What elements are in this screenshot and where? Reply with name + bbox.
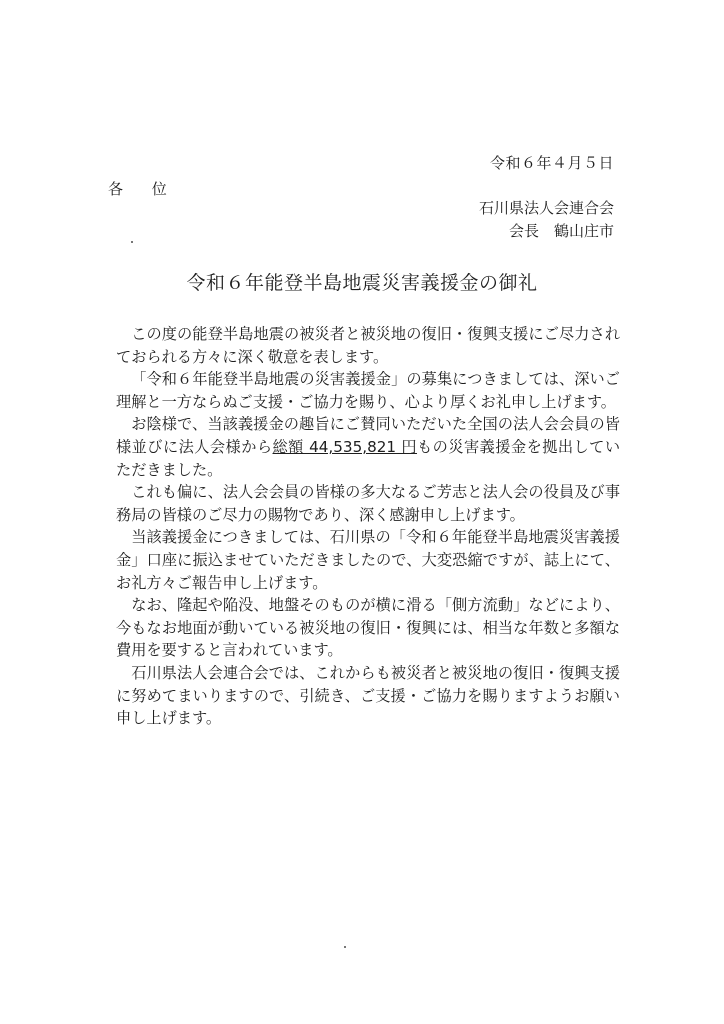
donation-total: 総額 44,535,821 円: [272, 437, 418, 456]
paragraph: なお、隆起や陥没、地盤そのものが横に滑る「側方流動」などにより、今もなお地面が動いている被災地の復旧・復興には、相当な年数と多額な費用を要すると言われています。: [116, 596, 620, 660]
paragraph: この度の能登半島地震の被災者と被災地の復旧・復興支援にご尽力されておられる方々に深く敬意を表します。: [116, 325, 621, 366]
scan-speck: [131, 241, 133, 243]
paragraph: 石川県法人会連合会では、これからも被災者と被災地の復旧・復興支援に努めてまいりますので、引続き、ご支援・ご協力を賜りますようお願い申し上げます。: [116, 663, 620, 728]
paragraph: 「令和６年能登半島地震の災害義援金」の募集につきましては、深いご理解と一方ならぬご支援・ご協力を賜り、心より厚くお礼申し上げます。: [116, 370, 620, 411]
addressee: 各 位: [108, 180, 179, 198]
letter-body: [116, 323, 620, 730]
letter-title: 令和６年能登半島地震災害義援金の御礼: [186, 272, 538, 294]
paragraph-text: お陰様で、当該義援金の趣旨にご賛同いただいた全国の法人会会員の皆様並びに法人会様から: [116, 415, 620, 456]
paragraph-text: もの災害義援金を拠出していただきました。: [116, 437, 621, 479]
sender-block: [479, 197, 614, 243]
sender-organization: 石川県法人会連合会: [478, 199, 614, 217]
scan-speck: [344, 946, 346, 948]
paragraph: [116, 413, 620, 481]
letter-date: 令和６年４月５日: [489, 154, 614, 172]
sender-chair: 会長 鶴山庄市: [508, 222, 614, 240]
paragraph: これも偏に、法人会会員の皆様の多大なるご芳志と法人会の役員及び事務局の皆様のご尽力の賜物であり、深く感謝申し上げます。: [116, 483, 621, 524]
paragraph: 当該義援金につきましては、石川県の「令和６年能登半島地震災害義援金」口座に振込ませていただきましたので、大変恐縮ですが、誌上にて、お礼方々ご報告申し上げます。: [116, 528, 620, 592]
